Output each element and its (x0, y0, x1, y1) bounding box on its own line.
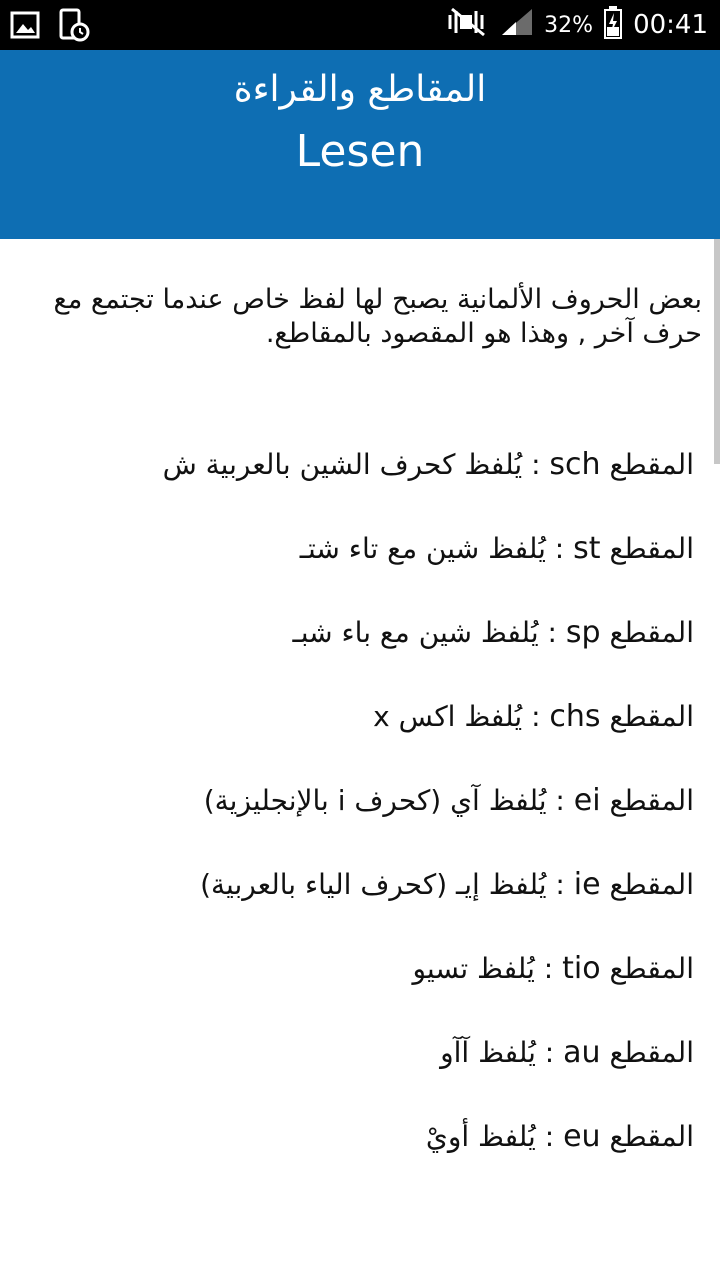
rule-prefix: المقطع (609, 532, 694, 565)
rule-syllable: eu (563, 1119, 601, 1154)
rule-separator: : (535, 1120, 564, 1153)
rule-description: يُلفظ شين مع تاء شتـ (299, 532, 546, 565)
rule-prefix: المقطع (609, 1120, 694, 1153)
rule-syllable: tio (562, 951, 601, 986)
syllable-rules-list (54, 445, 694, 1159)
status-left-icons (10, 8, 90, 46)
rule-syllable: ei (573, 783, 601, 818)
rule-separator: : (535, 1036, 564, 1069)
rule-description: يُلفظ اكس x (373, 700, 523, 733)
lesson-content[interactable] (0, 239, 720, 1159)
rule-separator: : (545, 532, 574, 565)
rule-prefix: المقطع (609, 448, 694, 481)
status-bar (0, 0, 720, 50)
rule-row (54, 949, 694, 1033)
screen-clock-icon (58, 8, 90, 46)
rule-row (54, 865, 694, 949)
intro-paragraph: بعض الحروف الألمانية يصبح لها لفظ خاص عندما تجتمع مع حرف آخر , وهذا هو المقصود بالمقاطع. (53, 284, 702, 349)
rule-prefix: المقطع (609, 616, 694, 649)
rule-syllable: sch (549, 447, 601, 482)
rule-row (54, 781, 694, 865)
rule-separator: : (546, 784, 574, 817)
rule-prefix: المقطع (609, 868, 694, 901)
rule-separator: : (522, 448, 550, 481)
rule-description: يُلفظ آي (كحرف i بالإنجليزية) (203, 784, 547, 817)
mute-icon (446, 7, 490, 44)
rule-prefix: المقطع (609, 1036, 694, 1069)
rule-description: يُلفظ أويْ (425, 1120, 536, 1153)
rule-description: يُلفظ كحرف الشين بالعربية ش (162, 448, 523, 481)
clock-time: 00:41 (633, 10, 708, 40)
rule-syllable: st (573, 531, 601, 566)
signal-icon (500, 7, 534, 44)
status-right-icons (446, 0, 708, 50)
image-icon (10, 10, 40, 44)
header-title-arabic: المقاطع والقراءة (233, 69, 487, 110)
rule-row (54, 1033, 694, 1117)
rule-row (54, 613, 694, 697)
rule-prefix: المقطع (609, 700, 694, 733)
rule-prefix: المقطع (609, 952, 694, 985)
rule-separator: : (534, 952, 563, 985)
rule-description: يُلفظ آآو (440, 1036, 536, 1069)
rule-syllable: chs (549, 699, 601, 734)
app-header (0, 50, 720, 239)
rule-description: يُلفظ إيـ (كحرف الياء بالعربية) (200, 868, 547, 901)
rule-row (54, 529, 694, 613)
scrollbar[interactable] (714, 239, 720, 464)
rule-description: يُلفظ شين مع باء شبـ (292, 616, 539, 649)
battery-percent: 32% (544, 12, 594, 38)
rule-separator: : (522, 700, 550, 733)
rule-separator: : (546, 868, 574, 901)
rule-row (54, 445, 694, 529)
rule-row (54, 1117, 694, 1159)
rule-row (54, 697, 694, 781)
battery-icon (603, 5, 623, 46)
rule-separator: : (538, 616, 566, 649)
rule-syllable: sp (565, 615, 601, 650)
rule-syllable: ie (573, 867, 601, 902)
rule-prefix: المقطع (609, 784, 694, 817)
rule-syllable: au (563, 1035, 601, 1070)
rule-description: يُلفظ تسيو (412, 952, 535, 985)
header-title-german: Lesen (295, 126, 425, 177)
